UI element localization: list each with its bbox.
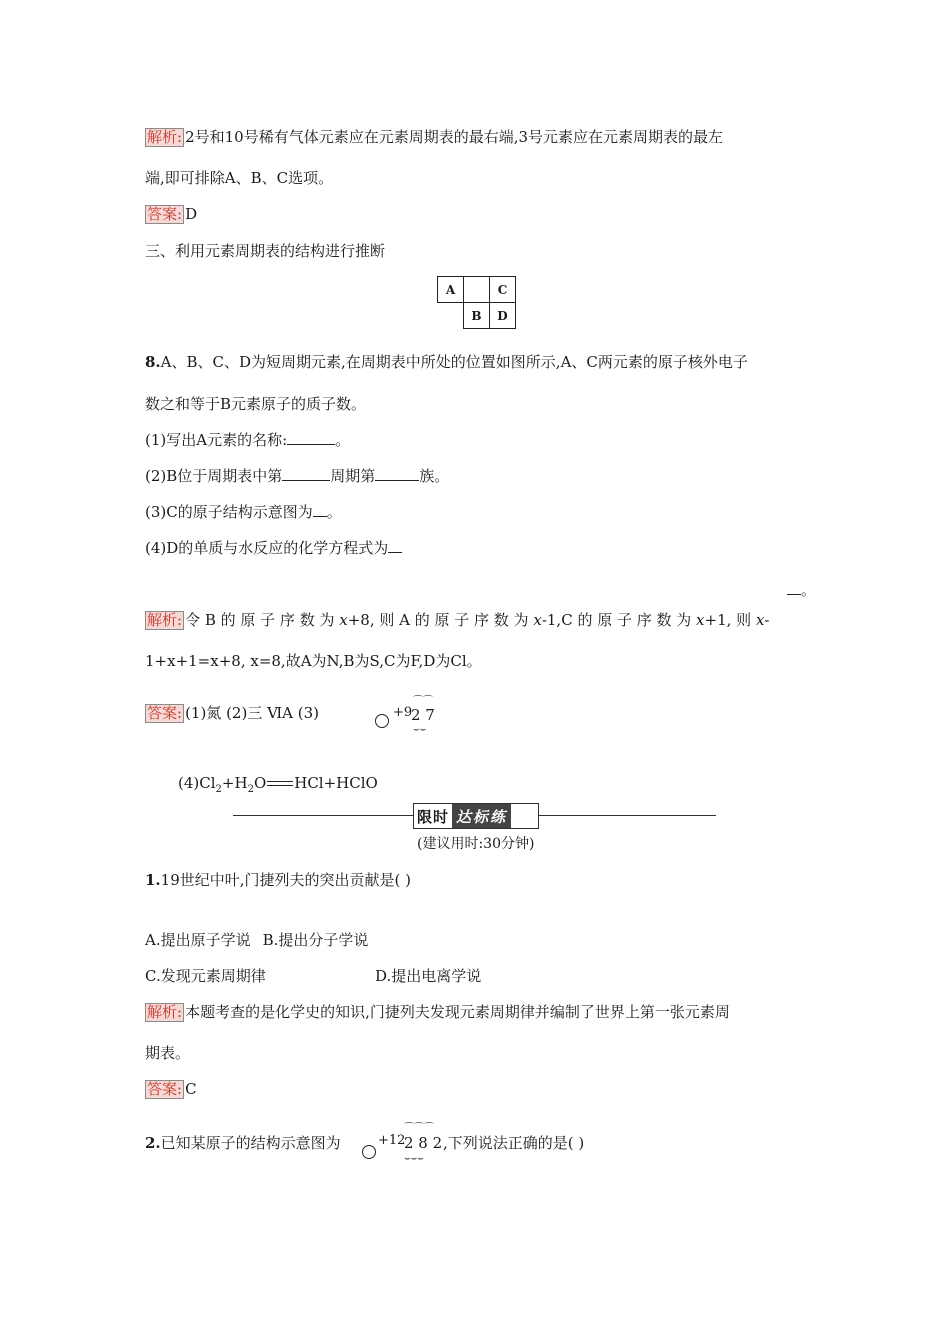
question-8-stem: 数之和等于B元素原子的质子数。: [145, 395, 367, 413]
answer-line: [145, 204, 197, 224]
question-1-options-row1: [145, 930, 368, 950]
periodic-position-grid: [437, 276, 515, 328]
shell-arc-icon: ⌒⌒: [413, 696, 433, 707]
option-a: A.提出原子学说: [145, 931, 251, 949]
nuclear-charge: +9: [393, 705, 413, 720]
question-8-stem: [145, 352, 748, 372]
electron-shells: 2 7: [411, 706, 435, 724]
analysis-text: 本题考查的是化学史的知识,门捷列夫发现元素周期律并编制了世界上第一张元素周: [185, 1003, 730, 1021]
nucleus-circle: [375, 714, 389, 728]
analysis-line: 1+x+1=x+8, x=8,故A为N,B为S,C为F,D为Cl。: [145, 652, 482, 670]
section-banner: [413, 803, 539, 829]
analysis-tag: 解析:: [147, 1003, 183, 1021]
question-8-part3: [145, 502, 342, 522]
part-text: (2)B位于周期表中第: [145, 467, 283, 485]
answer-equation: [178, 773, 378, 800]
answer-tag: 答案:: [147, 704, 183, 722]
shell-arc-icon: ⌣⌣⌣: [404, 1153, 424, 1164]
option-d: D.提出电离学说: [375, 967, 482, 985]
analysis-text: +8, 则 A 的 原 子 序 数 为: [347, 611, 534, 629]
equation-text: HCl+HClO: [294, 774, 378, 792]
answer-blank: [375, 466, 419, 481]
analysis-text: -: [764, 611, 770, 629]
analysis-text: -1,C 的 原 子 序 数 为: [541, 611, 697, 629]
grid-cell-empty: [463, 276, 490, 303]
banner-label-primary: 限时: [417, 807, 450, 826]
answer-blank: [282, 466, 330, 481]
subscript: 2: [215, 784, 222, 795]
atom-structure-diagram-mg: [362, 1121, 452, 1167]
answer-line: [145, 703, 319, 723]
question-text: 已知某原子的结构示意图为: [160, 1134, 341, 1152]
question-number: 8.: [145, 353, 161, 371]
equation-text: O: [253, 774, 267, 792]
analysis-line: [145, 610, 769, 630]
analysis-text: 端,即可排除A、B、C选项。: [145, 169, 334, 187]
section-title: 三、利用元素周期表的结构进行推断: [145, 242, 386, 260]
question-text: 19世纪中叶,门捷列夫的突出贡献是( ): [160, 871, 412, 889]
question-8-part1: [145, 430, 350, 450]
analysis-tag: 解析:: [147, 611, 183, 629]
reversible-arrow-icon: [267, 779, 293, 789]
nucleus-circle: [362, 1145, 376, 1159]
analysis-line: 期表。: [145, 1044, 191, 1062]
question-8-part4: [145, 538, 402, 558]
banner-rule-left: [233, 815, 413, 816]
question-2-stem: [145, 1133, 341, 1153]
subscript: 2: [247, 784, 254, 795]
variable-x: x: [339, 611, 348, 629]
answer-text: D: [185, 205, 198, 223]
question-8-part4-end: [787, 580, 816, 600]
equation-text: +H: [221, 774, 248, 792]
nuclear-charge: +12: [378, 1133, 406, 1148]
part-text: 族。: [419, 467, 450, 485]
part-end: 。: [801, 581, 817, 599]
answer-blank: [287, 430, 335, 445]
grid-cell-b: B: [463, 302, 490, 329]
shell-arc-icon: ⌒⌒⌒: [404, 1123, 434, 1134]
time-hint: (建议用时:30分钟): [417, 836, 535, 852]
answer-tag: 答案:: [147, 205, 183, 223]
grid-cell-c: C: [489, 276, 516, 303]
answer-blank: [313, 502, 327, 517]
variable-x: x: [533, 611, 542, 629]
part-text: 周期第: [330, 467, 376, 485]
answer-tag: 答案:: [147, 1080, 183, 1098]
part-text: (1)写出A元素的名称:: [145, 431, 288, 449]
part-end: 。: [326, 503, 342, 521]
answer-blank: [787, 580, 801, 595]
grid-cell-a: A: [437, 276, 464, 303]
equation-text: (4)Cl: [178, 774, 216, 792]
option-b: B.提出分子学说: [262, 931, 369, 949]
question-number: 1.: [145, 871, 161, 889]
banner-rule-right: [538, 815, 716, 816]
analysis-text: 令 B 的 原 子 序 数 为: [185, 611, 340, 629]
part-text: (3)C的原子结构示意图为: [145, 503, 313, 521]
grid-cell-d: D: [489, 302, 516, 329]
analysis-line: [145, 168, 333, 188]
answer-text: (1)氮 (2)三 ⅥA (3): [185, 704, 320, 722]
part-text: (4)D的单质与水反应的化学方程式为: [145, 539, 389, 557]
question-number: 2.: [145, 1134, 161, 1152]
analysis-line: [145, 1002, 730, 1022]
analysis-line: [145, 127, 723, 147]
part-end: 。: [335, 431, 351, 449]
analysis-tag: 解析:: [147, 128, 183, 146]
answer-line: [145, 1079, 197, 1099]
variable-x: x: [696, 611, 705, 629]
option-c: C.发现元素周期律: [145, 967, 266, 985]
answer-blank: [388, 538, 402, 553]
shell-arc-icon: ⌣⌣: [413, 724, 427, 735]
atom-structure-diagram-f: [375, 694, 435, 738]
question-8-part2: [145, 466, 449, 486]
electron-shells: 2 8 2: [404, 1134, 443, 1152]
variable-x: x: [755, 611, 765, 629]
question-2-stem-end: ,下列说法正确的是( ): [443, 1134, 585, 1152]
analysis-text: +1, 则: [704, 611, 756, 629]
banner-label-secondary: 达标练: [452, 804, 511, 828]
question-text: A、B、C、D为短周期元素,在周期表中所处的位置如图所示,A、C两元素的原子核外电子: [160, 353, 748, 371]
answer-text: C: [185, 1080, 197, 1098]
analysis-text: 2号和10号稀有气体元素应在元素周期表的最右端,3号元素应在元素周期表的最左: [185, 128, 724, 146]
question-1-stem: [145, 870, 411, 890]
